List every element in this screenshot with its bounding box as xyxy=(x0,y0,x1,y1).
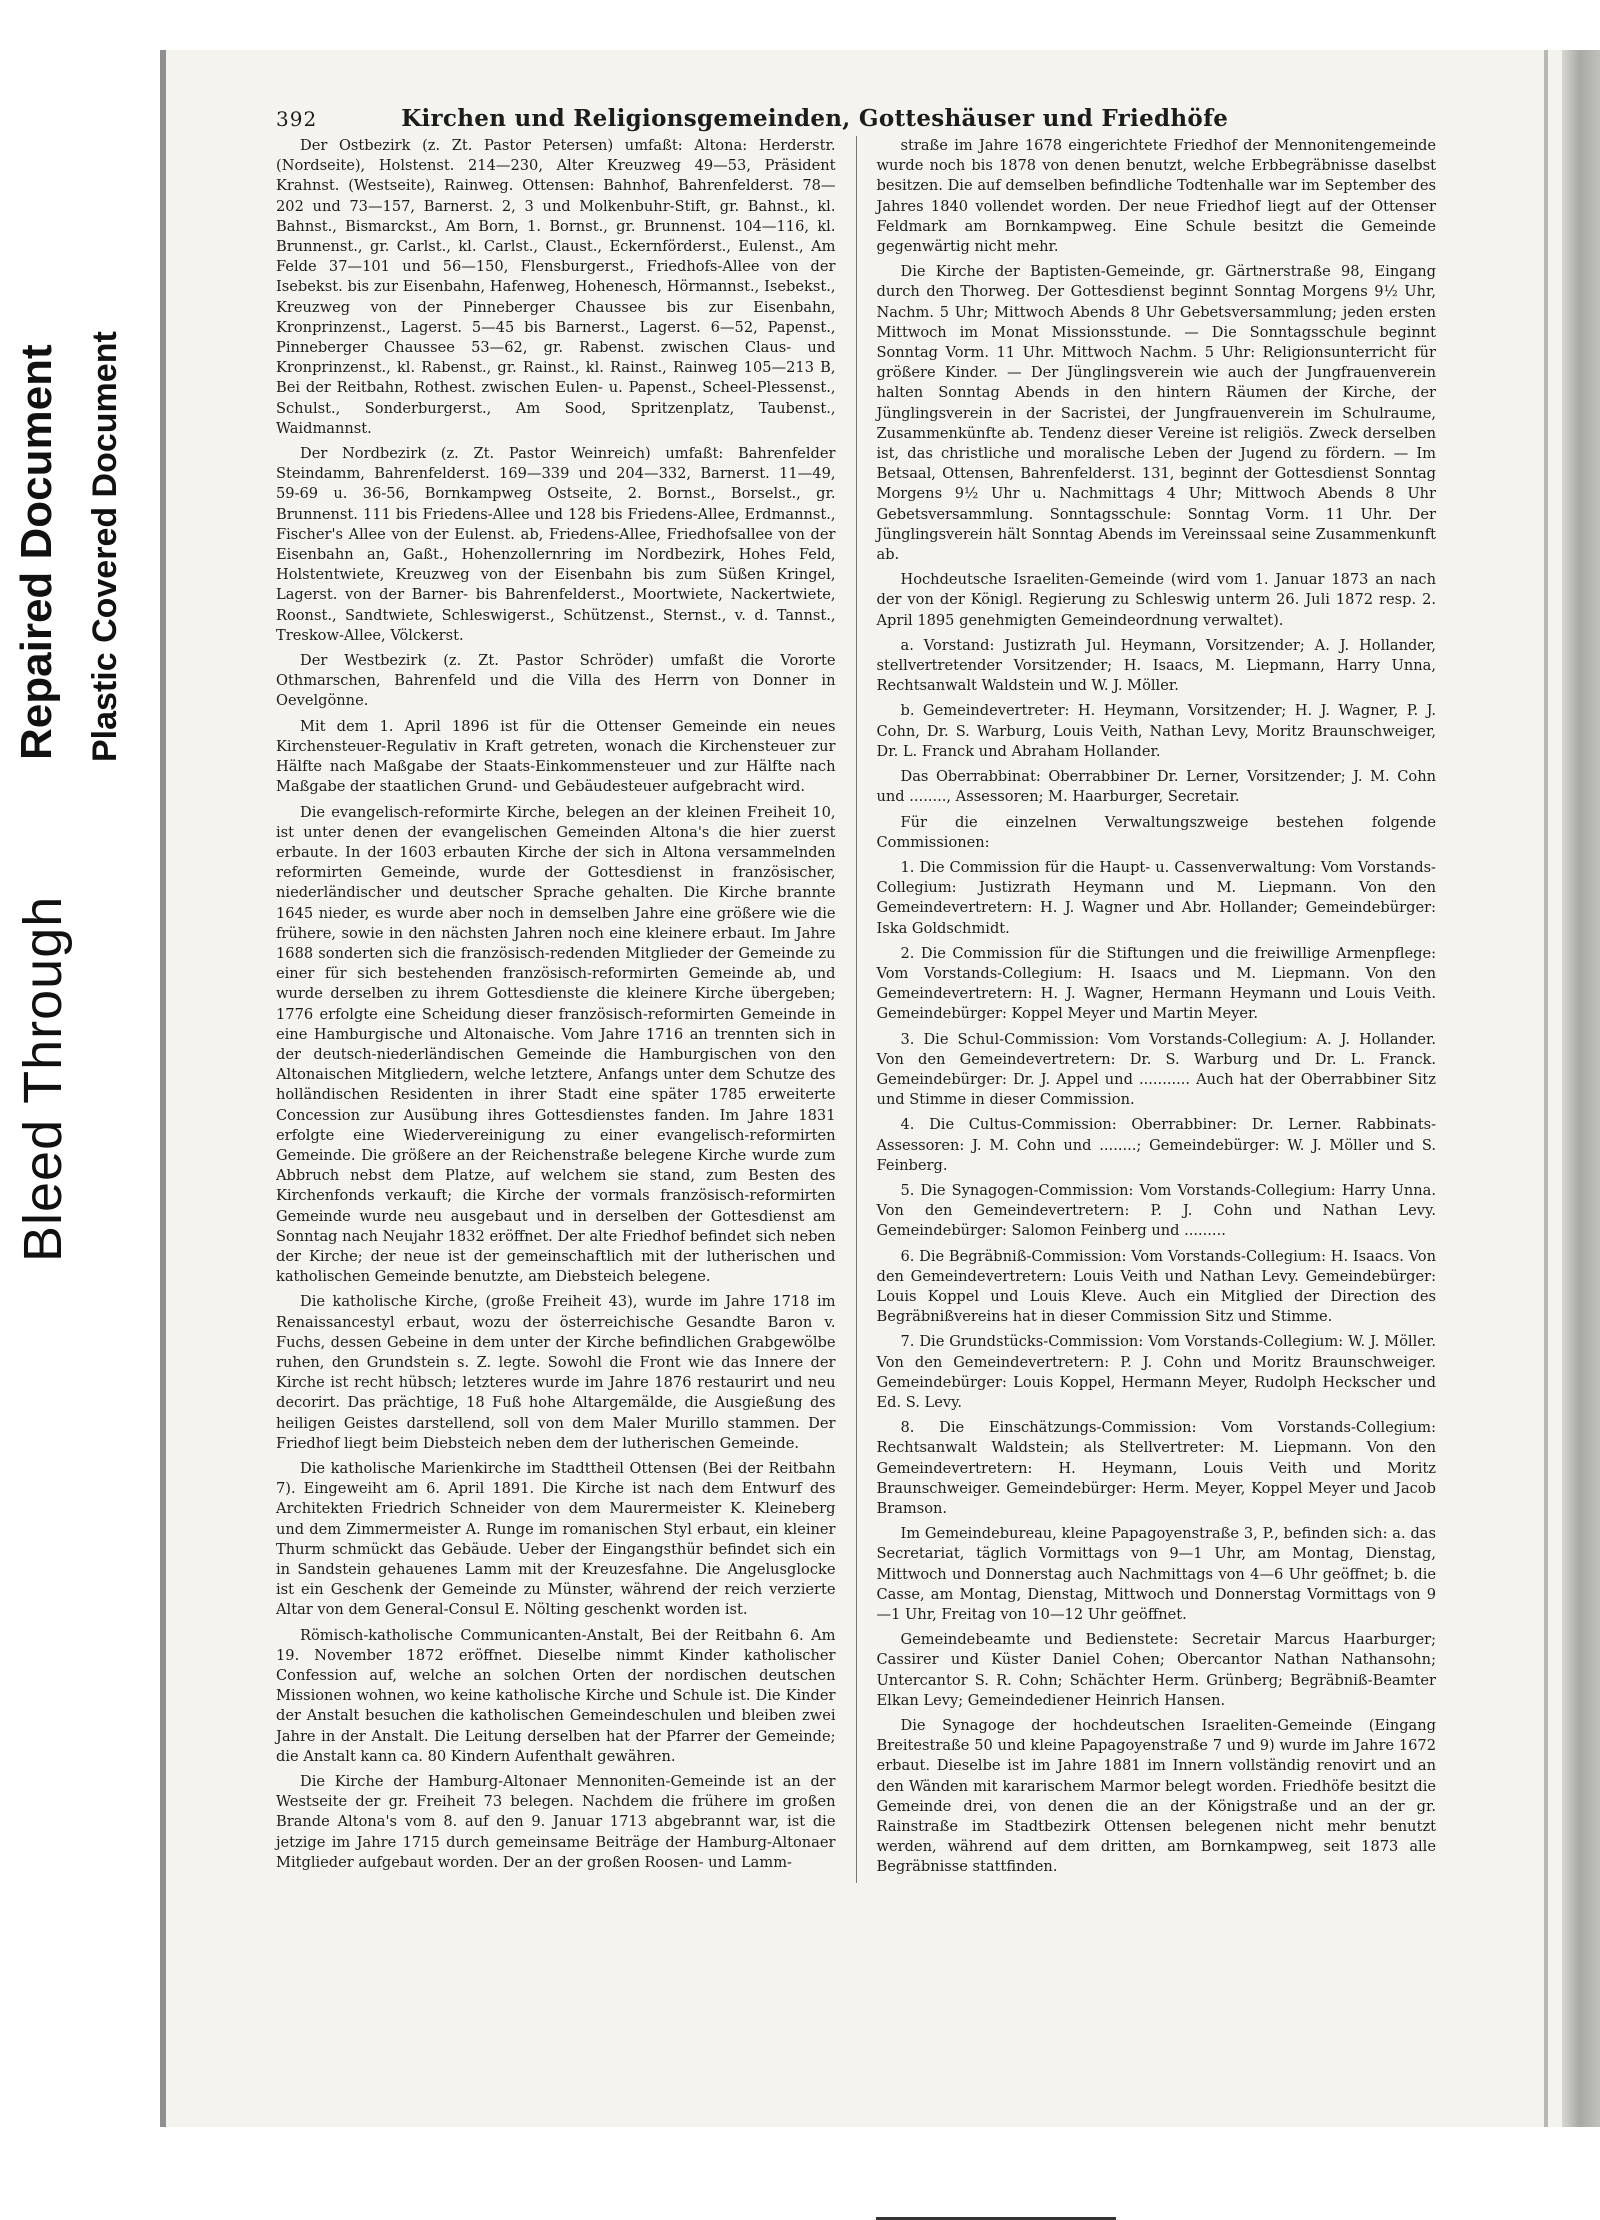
page-fold-shadow xyxy=(1544,50,1548,2127)
page-header xyxy=(276,105,1436,132)
paragraph: a. Vorstand: Justizrath Jul. Heymann, Vorsitzender; A. J. Hollander, stellvertretender Vorsitzender; H. Isaacs, M. Liepmann, Harry Unna, Rechtsanwalt Waldstein und W. J. Möller. xyxy=(876,636,1436,695)
paragraph: Die katholische Kirche, (große Freiheit 43), wurde im Jahre 1718 im Renaissancestyl erbaut, wozu der österreichische Gesandte Baron v. Fuchs, dessen Gebeine in dem unter der Kirche befindlichen Grabgewölbe ruhen, den Grundstein s. Z. legte. Sowohl die Front wie das Innere der Kirche ist recht hübsch; letzteres wurde im Jahre 1876 restaurirt und neu decorirt. Das prächtige, 18 Fuß hohe Altargemälde, die Ausgießung des heiligen Geistes darstellend, soll von dem Maler Murillo stammen. Der Friedhof liegt beim Diebsteich neben dem der lutherischen Gemeinde. xyxy=(276,1293,836,1452)
scanned-page xyxy=(160,50,1600,2127)
paragraph: Gemeindebeamte und Bedienstete: Secretair Marcus Haarburger; Cassirer und Küster Daniel Cohen; Obercantor Nathan Nathansohn; Untercantor S. R. Cohn; Schächter Herm. Grünberg; Begräbniß-Beamter Elkan Levy; Gemeindediener Heinrich Hansen. xyxy=(876,1631,1436,1709)
column-divider xyxy=(856,136,857,1883)
side-label-strip xyxy=(0,0,160,2177)
paragraph: Im Gemeindebureau, kleine Papagoyenstraße 3, P., befinden sich: a. das Secretariat, täglich Vormittags von 9—1 Uhr, am Montag, Dienstag, Mittwoch und Donnerstag auch Nachmittags von 4—6 Uhr geöffnet; b. die Casse, am Montag, Dienstag, Mittwoch und Donnerstag Vormittags von 9—1 Uhr, Freitag von 10—12 Uhr geöffnet. xyxy=(876,1525,1436,1624)
paragraph: 3. Die Schul-Commission: Vom Vorstands-Collegium: A. J. Hollander. Von den Gemeindevertretern: Dr. S. Warburg und Dr. L. Franck. Gemeindebürger: Dr. J. Appel und ........... Auch hat der Oberrabbiner Sitz und Stimme in dieser Commission. xyxy=(876,1030,1436,1109)
paragraph: b. Gemeindevertreter: H. Heymann, Vorsitzender; H. J. Wagner, P. J. Cohn, Dr. S. Warburg, Louis Veith, Nathan Levy, Moritz Braunschweiger, Dr. L. Franck und Abraham Hollander. xyxy=(876,702,1436,760)
paragraph: Die evangelisch-reformirte Kirche, belegen an der kleinen Freiheit 10, ist unter denen der evangelischen Gemeinden Altona's die hier zuerst erbaute. In der 1603 erbauten Kirche der sich in Altona versammelnden reformirten Gemeinde, wurde der Gottesdienst in französischer, niederländischer und deutscher Sprache gehalten. Die Kirche brannte 1645 nieder, es wurde aber noch in demselben Jahre eine größere wie die frühere, sowie in den nächsten Jahren noch eine kleinere erbaut. Im Jahre 1688 sonderten sich die französisch-redenden Mitglieder der Gemeinde zu einer für sich bestehenden französisch-reformirten Gemeinde ab, und wurde derselben zu ihrem Gottesdienste die kleinere Kirche übergeben; 1776 erfolgte eine Scheidung dieser französisch-reformirten Gemeinde in eine Hamburgische und Altonaische. Vom Jahre 1716 an trennten sich in der deutsch-niederländischen Gemeinde die Hamburgischen von den Altonaischen Mitgliedern, welche letztere, Anfangs unter dem Schutze des holländischen Residenten in ihrer Stadt eine später 1785 erweiterte Concession zur Ausübung ihres Gottesdienstes fanden. Im Jahre 1831 erfolgte eine Wiedervereinigung zu einer evangelisch-reformirten Gemeinde. Die größere an der Reichenstraße belegene Kirche wurde zum Abbruch nebst dem Platze, auf welchem sie stand, zum Besten des Kirchenfonds verkauft; die Kirche der vormals französisch-reformirten Gemeinde wurde neu ausgebaut und in derselben der Gottesdienst am Sonntag nach Neujahr 1832 eröffnet. Der alte Friedhof befindet sich neben der Kirche; der neue ist der gemeinschaftlich mit der lutherischen und katholischen Gemeinde benutzte, am Diebsteich belegene. xyxy=(276,803,836,1286)
paragraph: 6. Die Begräbniß-Commission: Vom Vorstands-Collegium: H. Isaacs. Von den Gemeindevertretern: Louis Veith und Nathan Levy. Gemeindebürger: Louis Koppel und Louis Kleve. Auch ein Mitglied der Direction des Begräbnißvereins hat in dieser Commission Sitz und Stimme. xyxy=(876,1247,1436,1326)
text-columns xyxy=(276,136,1436,1883)
paragraph: 4. Die Cultus-Commission: Oberrabbiner: Dr. Lerner. Rabbinats-Assessoren: J. M. Cohn und ........; Gemeindebürger: W. J. Möller und S. Feinberg. xyxy=(876,1116,1436,1174)
left-column xyxy=(276,136,836,1878)
paragraph: 2. Die Commission für die Stiftungen und die freiwillige Armenpflege: Vom Vorstands-Collegium: H. Isaacs und M. Liepmann. Von den Gemeindevertretern: H. J. Wagner, Hermann Heymann und Louis Veith. Gemeindebürger: Koppel Meyer und Martin Meyer. xyxy=(876,944,1436,1023)
paragraph: Römisch-katholische Communicanten-Anstalt, Bei der Reitbahn 6. Am 19. November 1872 eröffnet. Dieselbe nimmt Kinder katholischer Confession auf, welche an solchen Orten der nordischen deutschen Missionen wohnen, wo keine katholische Kirche und Schule ist. Die Kinder der Anstalt besuchen die katholischen Gemeindeschulen und bleiben zwei Jahre in der Anstalt. Die Leitung derselben hat der Pfarrer der Gemeinde; die Anstalt kann ca. 80 Kindern Aufenthalt gewähren. xyxy=(276,1626,836,1765)
paragraph: Die Kirche der Hamburg-Altonaer Mennoniten-Gemeinde ist an der Westseite der gr. Freiheit 73 belegen. Nachdem die frühere im großen Brande Altona's vom 8. auf den 9. Januar 1713 abgebrannt war, ist die jetzige im Jahre 1715 durch gemeinsame Beiträge der Hamburg-Altonaer Mitglieder aufgebaut worden. Der an der großen Roosen- und Lamm- xyxy=(276,1773,836,1871)
right-column xyxy=(877,136,1437,1883)
paragraph: Mit dem 1. April 1896 ist für die Ottenser Gemeinde ein neues Kirchensteuer-Regulativ in Kraft getreten, wonach die Kirchensteuer zur Hälfte nach Maßgabe der Staats-Einkommensteuer und zur Hälfte nach Maßgabe der staatlichen Grund- und Gebäudesteuer aufgebracht wird. xyxy=(276,717,836,796)
paragraph: 8. Die Einschätzungs-Commission: Vom Vorstands-Collegium: Rechtsanwalt Waldstein; als Stellvertreter: M. Liepmann. Von den Gemeindevertretern: H. Heymann, Louis Veith und Moritz Braunschweiger. Gemeindebürger: Herm. Meyer, Koppel Meyer und Jacob Bramson. xyxy=(876,1419,1436,1517)
plastic-covered-label: Plastic Covered Document xyxy=(86,331,124,762)
repaired-document-label: Repaired Document xyxy=(12,344,61,760)
paragraph: straße im Jahre 1678 eingerichtete Friedhof der Mennonitengemeinde wurde noch bis 1878 von denen benutzt, welche Erbbegräbnisse daselbst besitzen. Die auf demselben befindliche Todtenhalle war im September des Jahres 1840 vollendet worden. Der neue Friedhof liegt auf der Ottenser Feldmark am Bornkampweg. Eine Schule besitzt die Gemeinde gegenwärtig nicht mehr. xyxy=(876,137,1436,256)
page-edge-shadow xyxy=(1562,50,1600,2127)
paragraph: 5. Die Synagogen-Commission: Vom Vorstands-Collegium: Harry Unna. Von den Gemeindevertretern: P. J. Cohn und Nathan Levy. Gemeindebürger: Salomon Feinberg und ......... xyxy=(876,1181,1436,1240)
paragraph: Der Nordbezirk (z. Zt. Pastor Weinreich) umfaßt: Bahrenfelder Steindamm, Bahrenfelderst. 169—339 und 204—332, Barnerst. 11—49, 59-69 u. 36-56, Bornkampweg Ostseite, 2. Bornst., Borselst., gr. Brunnenst. 111 bis Friedens-Allee und 128 bis Friedens-Allee, Erdmannst., Fischer's Allee von der Eulenst. ab, Friedens-Allee, Friedhofsallee von der Eisenbahn an, Gaßt., Hohenzollernring im Nordbezirk, Hohes Feld, Holstentwiete, Kreuzweg von der Eisenbahn bis zum Süßen Kringel, Lagerst. von der Barner- bis Bahrenfelderst., Moortwiete, Nackertwiete, Roonst., Sandtwiete, Schleswigerst., Schützenst., Sternst., v. d. Tannst., Treskow-Allee, Völckerst. xyxy=(276,445,836,644)
paragraph: Für die einzelnen Verwaltungszweige bestehen folgende Commissionen: xyxy=(876,813,1436,851)
page-number: 392 xyxy=(276,107,318,131)
paragraph: Die Kirche der Baptisten-Gemeinde, gr. Gärtnerstraße 98, Eingang durch den Thorweg. Der Gottesdienst beginnt Sonntag Morgens 9½ Uhr, Nachm. 5 Uhr; Mittwoch Abends 8 Uhr Gebetsversammlung; jeden ersten Mittwoch im Monat Missionsstunde. — Die Sonntagsschule beginnt Sonntag Vorm. 11 Uhr. Mittwoch Nachm. 5 Uhr: Religionsunterricht für größere Kinder. — Der Jünglingsverein wie auch der Jungfrauenverein halten Sonntag Abends in den hintern Räumen der Kirche, der Jünglingsverein in der Sacristei, der Jungfrauenverein im Schulraume, Zusammenkünfte ab. Tendenz dieser Vereine ist religiös. Zweck derselben ist, das christliche und moralische Leben der Jugend zu fördern. — Im Betsaal, Ottensen, Bahrenfelderst. 131, beginnt der Gottesdienst Sonntag Morgens 9½ Uhr u. Nachmittags 4 Uhr; Mittwoch Abends 8 Uhr Gebetsversammlung. Sonntagsschule: Sonntag Vorm. 11 Uhr. Der Jünglingsverein hält Sonntag Abends im Vereinssaal seine Zusammenkunft ab. xyxy=(876,263,1436,564)
paragraph: 1. Die Commission für die Haupt- u. Cassenverwaltung: Vom Vorstands-Collegium: Justizrath Heymann und M. Liepmann. Von den Gemeindevertretern: H. J. Wagner und Abr. Hollander; Gemeindebürger: Iska Goldschmidt. xyxy=(876,858,1436,937)
paragraph: Der Ostbezirk (z. Zt. Pastor Petersen) umfaßt: Altona: Herderstr. (Nordseite), Holstenst. 214—230, Alter Kreuzweg 49—53, Präsident Krahnst. (Westseite), Rainweg. Ottensen: Bahnhof, Bahrenfelderst. 78—202 und 73—157, Barnerst. 2, 3 und Molkenbuhr-Stift, gr. Bahnst., kl. Bahnst., Bismarckst., Am Born, 1. Bornst., gr. Brunnenst. 104—116, kl. Brunnenst., gr. Carlst., kl. Carlst., Claust., Eckernförderst., Eulenst., Am Felde 37—101 und 56—150, Flensburgerst., Friedhofs-Allee von der Isebekst. bis zur Eisenbahn, Hafenweg, Hohenesch, Hörmannst., Isebekst., Kreuzweg von der Pinneberger Chaussee bis zur Eisenbahn, Kronprinzenst., Lagerst. 5—45 bis Barnerst., Lagerst. 6—52, Papenst., Pinneberger Chaussee 53—62, gr. Rabenst. zwischen Claus- und Kronprinzenst., kl. Rabenst., gr. Rainst., kl. Rainst., Rainweg 105—213 B, Bei der Reitbahn, Rothest. zwischen Eulen- u. Papenst., Scheel-Plessenst., Schulst., Sonderburgerst., Am Sood, Spritzenplatz, Taubenst., Waidmannst. xyxy=(276,137,836,437)
paragraph: Die Synagoge der hochdeutschen Israeliten-Gemeinde (Eingang Breitestraße 50 und kleine Papagoyenstraße 7 und 9) wurde im Jahre 1672 erbaut. Dieselbe ist im Jahre 1881 im Innern vollständig renovirt und an den Wänden mit kararischem Marmor belegt worden. Friedhöfe besitzt die Gemeinde drei, von denen die an der Königstraße und an der gr. Rainstraße im Stadtbezirk Ottensen belegenen nicht mehr benutzt werden, während auf dem dritten, am Bornkampweg, seit 1873 alle Begräbnisse stattfinden. xyxy=(876,1717,1436,1876)
paragraph: Die katholische Marienkirche im Stadttheil Ottensen (Bei der Reitbahn 7). Eingeweiht am 6. April 1891. Die Kirche ist nach dem Entwurf des Architekten Friedrich Schneider von dem Maurermeister K. Kleineberg und dem Zimmermeister A. Runge im romanischen Styl erbaut, ein kleiner Thurm schmückt das Gebäude. Ueber der Eingangsthür befindet sich ein in Sandstein gehauenes Lamm mit der Kreuzesfahne. Die Angelusglocke ist ein Geschenk der Gemeinde zu Münster, während der reich verzierte Altar von dem General-Consul E. Nölting geschenkt worden ist. xyxy=(276,1460,836,1619)
bleed-through-label: Bleed Through xyxy=(13,895,73,1262)
paragraph: Hochdeutsche Israeliten-Gemeinde (wird vom 1. Januar 1873 an nach der von der Königl. Regierung zu Schleswig unterm 26. Juli 1872 resp. 2. April 1895 genehmigten Gemeindeordnung verwaltet). xyxy=(876,571,1436,629)
paragraph: 7. Die Grundstücks-Commission: Vom Vorstands-Collegium: W. J. Möller. Von den Gemeindevertretern: P. J. Cohn und Moritz Braunschweiger. Gemeindebürger: Louis Koppel, Hermann Meyer, Rudolph Heckscher und Ed. S. Levy. xyxy=(876,1333,1436,1411)
paragraph: Das Oberrabbinat: Oberrabbiner Dr. Lerner, Vorsitzender; J. M. Cohn und ........, Assessoren; M. Haarburger, Secretair. xyxy=(876,768,1436,806)
page-title: Kirchen und Religionsgemeinden, Gotteshäuser und Friedhöfe xyxy=(401,105,1229,132)
paragraph: Der Westbezirk (z. Zt. Pastor Schröder) umfaßt die Vororte Othmarschen, Bahrenfeld und die Villa des Herrn von Donner in Oevelgönne. xyxy=(276,652,836,710)
page-content xyxy=(276,105,1436,1883)
